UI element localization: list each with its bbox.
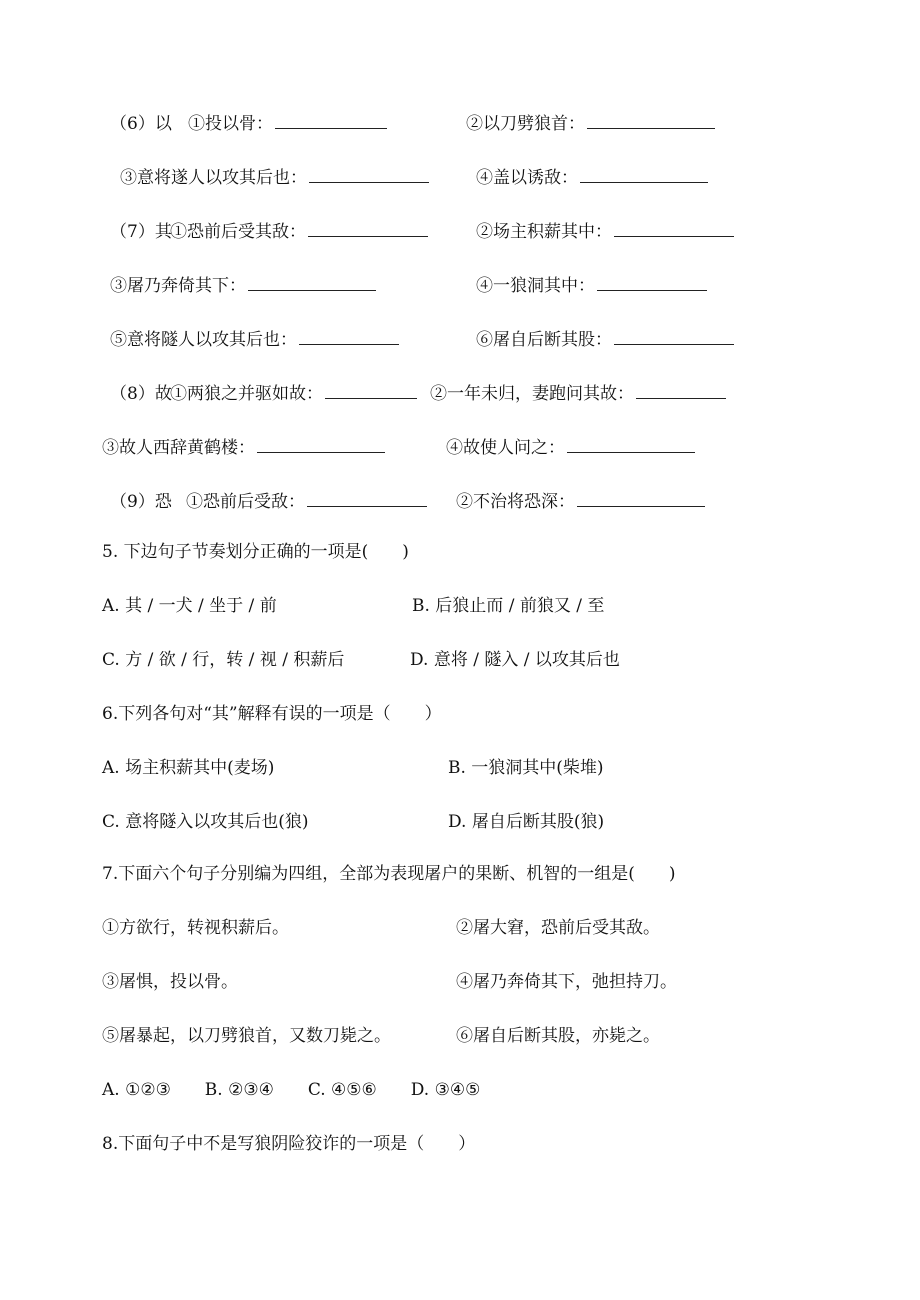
answer-blank[interactable]: [636, 384, 726, 399]
answer-blank[interactable]: [257, 438, 385, 453]
q7-item-6-label: ⑥屠自后断其股：: [476, 330, 612, 350]
q8-prefix: （8）故: [110, 384, 172, 404]
mc7-sentences-row-2: [0, 968, 920, 996]
mc6-option-b[interactable]: B. 一狼洞其中(柴堆): [448, 758, 604, 778]
q8-item-4: [446, 434, 695, 462]
mc7-options-row: [0, 1076, 920, 1104]
mc8-stem: 8.下面句子中不是写狼阴险狡诈的一项是（ ）: [102, 1134, 476, 1154]
answer-blank[interactable]: [309, 168, 429, 183]
answer-blank[interactable]: [577, 492, 705, 507]
q8-item-1-label: ①两狼之并驱如故：: [170, 384, 323, 404]
mc6-option-a[interactable]: A. 场主积薪其中(麦场): [102, 758, 275, 778]
mc6-options-row-1: [0, 754, 920, 782]
mc6-options-row-2: [0, 808, 920, 836]
mc5-stem: 5. 下边句子节奏划分正确的一项是( ): [102, 542, 409, 562]
q8-row-1: [0, 380, 920, 408]
q7-item-1-label: ①恐前后受其敌：: [170, 222, 306, 242]
answer-blank[interactable]: [614, 222, 734, 237]
mc7-sentence-1: ①方欲行，转视积薪后。: [102, 918, 289, 938]
q7-item-5-label: ⑤意将隧人以攻其后也：: [110, 330, 297, 350]
q8-item-2-label: ②一年未归，妻跑问其故：: [430, 384, 634, 404]
q7-row-2: [0, 272, 920, 300]
mc6-option-c[interactable]: C. 意将隧入以攻其后也(狼): [102, 812, 309, 832]
answer-blank[interactable]: [580, 168, 708, 183]
q6-prefix: （6）以: [110, 114, 172, 134]
q8-item-3: [102, 434, 385, 462]
q7-row-3: [0, 326, 920, 354]
answer-blank[interactable]: [248, 276, 376, 291]
mc7-sentences-row-1: [0, 914, 920, 942]
answer-blank[interactable]: [275, 114, 387, 129]
mc7-stem-row: [0, 860, 920, 888]
mc5-option-a[interactable]: A. 其 / 一犬 / 坐于 / 前: [102, 596, 277, 616]
q7-item-4: [476, 272, 707, 300]
mc7-sentence-3: ③屠惧，投以骨。: [102, 972, 238, 992]
q7-row-1: [0, 218, 920, 246]
mc7-sentence-4: ④屠乃奔倚其下，弛担持刀。: [456, 972, 677, 992]
q9-item-1-label: ①恐前后受敌：: [186, 492, 305, 512]
q7-item-3: [110, 272, 376, 300]
q6-row-1: [0, 110, 920, 138]
q7-item-2: [476, 218, 734, 246]
q7-item-3-label: ③屠乃奔倚其下：: [110, 276, 246, 296]
q6-item-1: [188, 110, 387, 138]
q9-item-2-label: ②不治将恐深：: [456, 492, 575, 512]
answer-blank[interactable]: [325, 384, 417, 399]
q6-item-2: [466, 110, 715, 138]
answer-blank[interactable]: [567, 438, 695, 453]
q8-item-1: [170, 380, 417, 408]
q6-item-2-label: ②以刀劈狼首：: [466, 114, 585, 134]
q6-item-1-label: ①投以骨：: [188, 114, 273, 134]
q9-item-2: [456, 488, 705, 516]
q6-item-3: [120, 164, 429, 192]
q7-item-6: [476, 326, 734, 354]
mc7-sentences-row-3: [0, 1022, 920, 1050]
answer-blank[interactable]: [614, 330, 734, 345]
q8-item-3-label: ③故人西辞黄鹤楼：: [102, 438, 255, 458]
mc6-option-d[interactable]: D. 屠自后断其股(狼): [448, 812, 605, 832]
mc6-stem-row: [0, 700, 920, 728]
mc8-stem-row: [0, 1130, 920, 1158]
q7-item-5: [110, 326, 399, 354]
q8-item-4-label: ④故使人问之：: [446, 438, 565, 458]
answer-blank[interactable]: [307, 492, 427, 507]
mc5-stem-row: [0, 538, 920, 566]
mc7-sentence-2: ②屠大窘，恐前后受其敌。: [456, 918, 660, 938]
q9-prefix: （9）恐: [110, 492, 172, 512]
q6-item-3-label: ③意将遂人以攻其后也：: [120, 168, 307, 188]
q6-row-2: [0, 164, 920, 192]
q7-item-2-label: ②场主积薪其中：: [476, 222, 612, 242]
q7-item-1: [170, 218, 428, 246]
q8-row-2: [0, 434, 920, 462]
answer-blank[interactable]: [299, 330, 399, 345]
q6-item-4: [476, 164, 708, 192]
answer-blank[interactable]: [597, 276, 707, 291]
q9-row-1: [0, 488, 920, 516]
mc7-stem: 7.下面六个句子分别编为四组，全部为表现屠户的果断、机智的一组是( ): [102, 864, 676, 884]
q8-item-2: [430, 380, 726, 408]
mc5-options-row-2: [0, 646, 920, 674]
mc5-options-row-1: [0, 592, 920, 620]
mc5-option-b[interactable]: B. 后狼止而 / 前狼又 / 至: [412, 596, 605, 616]
q6-item-4-label: ④盖以诱敌：: [476, 168, 578, 188]
q7-prefix: （7）其: [110, 222, 172, 242]
q9-item-1: [186, 488, 427, 516]
q7-item-4-label: ④一狼洞其中：: [476, 276, 595, 296]
mc7-sentence-6: ⑥屠自后断其股，亦毙之。: [456, 1026, 660, 1046]
answer-blank[interactable]: [587, 114, 715, 129]
mc5-option-c[interactable]: C. 方 / 欲 / 行，转 / 视 / 积薪后: [102, 650, 345, 670]
mc7-options[interactable]: A. ①②③ B. ②③④ C. ④⑤⑥ D. ③④⑤: [102, 1080, 481, 1100]
mc5-option-d[interactable]: D. 意将 / 隧入 / 以攻其后也: [410, 650, 620, 670]
mc7-sentence-5: ⑤屠暴起，以刀劈狼首，又数刀毙之。: [102, 1026, 391, 1046]
answer-blank[interactable]: [308, 222, 428, 237]
mc6-stem: 6.下列各句对“其”解释有误的一项是（ ）: [102, 704, 442, 724]
